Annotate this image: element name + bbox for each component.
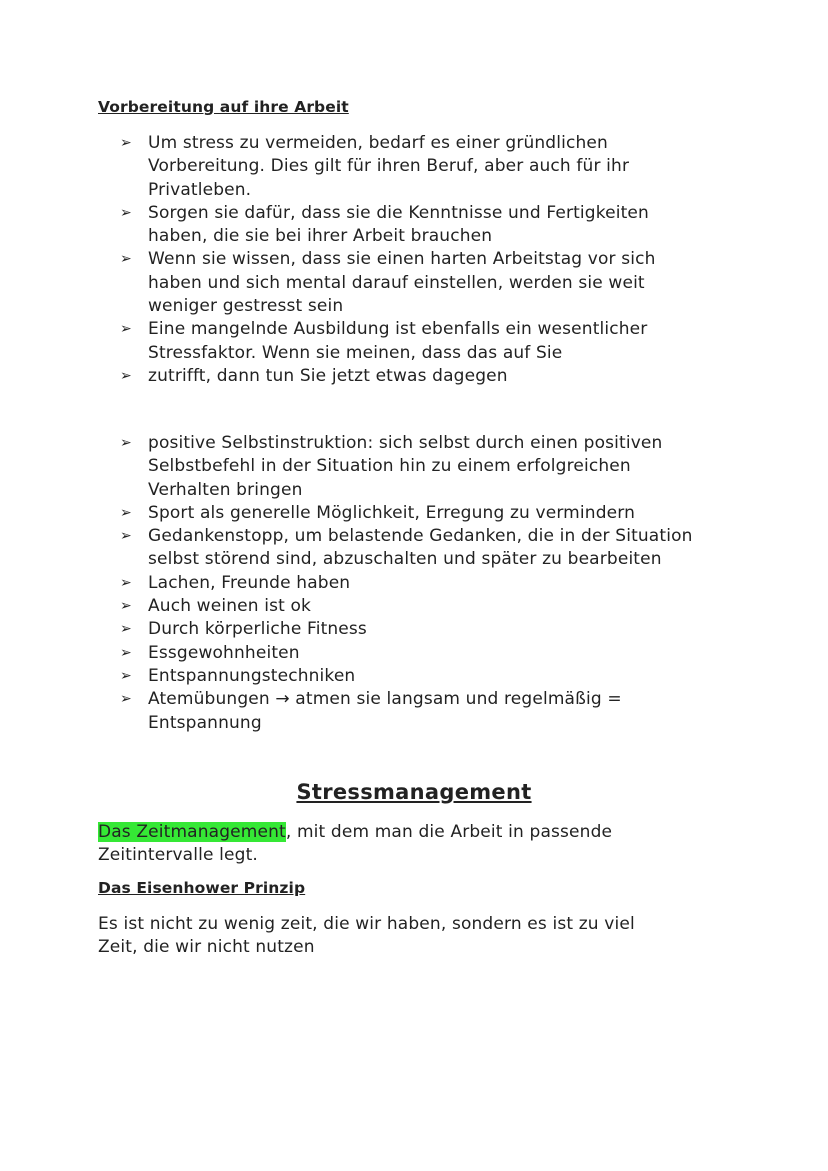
arrowhead-bullet-icon: ➢	[120, 367, 132, 384]
paragraph-text: Zeit, die wir nicht nutzen	[98, 937, 315, 958]
arrowhead-bullet-icon: ➢	[120, 574, 132, 591]
list-item-line: haben, die sie bei ihrer Arbeit brauchen	[148, 226, 493, 247]
techniques-bullet-list	[120, 432, 760, 735]
arrowhead-bullet-icon: ➢	[120, 598, 132, 615]
list-item	[120, 688, 760, 735]
list-item-line: Stressfaktor. Wenn sie meinen, dass das auf Sie	[148, 342, 563, 363]
arrowhead-bullet-icon: ➢	[120, 435, 132, 451]
list-item	[120, 202, 760, 249]
list-item-line: Selbstbefehl in der Situation hin zu einem erfolgreichen	[148, 456, 631, 477]
list-item-line: Um stress zu vermeiden, bedarf es einer gründlichen	[148, 133, 608, 153]
list-item	[120, 642, 760, 665]
list-item-line: positive Selbstinstruktion: sich selbst durch einen positiven	[148, 433, 663, 453]
arrowhead-bullet-icon: ➢	[120, 204, 132, 221]
page-title: Stressmanagement	[296, 780, 532, 804]
list-item-line: Sport als generelle Möglichkeit, Erregung zu vermindern	[148, 502, 636, 523]
time-management-paragraph	[98, 821, 748, 868]
list-item-line: Verhalten bringen	[148, 479, 303, 500]
arrowhead-bullet-icon: ➢	[120, 528, 132, 545]
arrowhead-bullet-icon: ➢	[120, 644, 132, 661]
paragraph-text: Zeitintervalle legt.	[98, 845, 258, 866]
list-item-line: weniger gestresst sein	[148, 296, 344, 317]
list-item	[120, 502, 760, 525]
list-item-line: Vorbereitung. Dies gilt für ihren Beruf, aber auch für ihr	[148, 156, 630, 177]
list-item	[120, 595, 760, 618]
arrowhead-bullet-icon: ➢	[120, 251, 132, 268]
list-item-line: Lachen, Freunde haben	[148, 572, 351, 593]
list-item	[120, 365, 760, 388]
arrowhead-bullet-icon: ➢	[120, 504, 132, 521]
list-item	[120, 665, 760, 688]
list-item	[120, 525, 760, 572]
paragraph-text: , mit dem man die Arbeit in passende	[285, 822, 613, 842]
list-item-line: Atemübungen → atmen sie langsam und regelmäßig =	[148, 689, 622, 710]
list-item-line: Wenn sie wissen, dass sie einen harten Arbeitstag vor sich	[148, 249, 656, 270]
list-item	[120, 432, 760, 502]
section-heading-eisenhower: Das Eisenhower Prinzip	[98, 879, 306, 897]
list-item-line: Essgewohnheiten	[148, 642, 300, 663]
list-item-line: Entspannungstechniken	[148, 665, 356, 686]
list-item-line: zutrifft, dann tun Sie jetzt etwas dagegen	[148, 365, 508, 386]
list-item-line: selbst störend sind, abzuschalten und später zu bearbeiten	[148, 549, 662, 570]
list-item-line: Auch weinen ist ok	[148, 596, 312, 617]
list-item	[120, 248, 760, 318]
arrowhead-bullet-icon: ➢	[120, 667, 132, 684]
list-item	[120, 132, 760, 202]
preparation-bullet-list	[120, 132, 760, 388]
list-item-line: Eine mangelnde Ausbildung ist ebenfalls ein wesentlicher	[148, 319, 648, 340]
quote-paragraph	[98, 913, 748, 960]
arrowhead-bullet-icon: ➢	[120, 691, 132, 708]
list-item	[120, 318, 760, 365]
arrowhead-bullet-icon: ➢	[120, 621, 132, 638]
list-item	[120, 618, 760, 641]
list-item-line: Gedankenstopp, um belastende Gedanken, die in der Situation	[148, 526, 693, 547]
list-item-line: Privatleben.	[148, 179, 252, 200]
list-item-line: Durch körperliche Fitness	[148, 619, 367, 640]
paragraph-text: Es ist nicht zu wenig zeit, die wir haben, sondern es ist zu viel	[98, 914, 635, 934]
arrowhead-bullet-icon: ➢	[120, 321, 132, 338]
list-item	[120, 572, 760, 595]
list-item-line: Entspannung	[148, 712, 262, 733]
arrowhead-bullet-icon: ➢	[120, 135, 132, 151]
list-item-line: Sorgen sie dafür, dass sie die Kenntnisse und Fertigkeiten	[148, 202, 649, 223]
list-item-line: haben und sich mental darauf einstellen, werden sie weit	[148, 272, 645, 293]
highlighted-term: Das Zeitmanagement	[98, 822, 286, 842]
section-heading-preparation: Vorbereitung auf ihre Arbeit	[98, 98, 349, 116]
